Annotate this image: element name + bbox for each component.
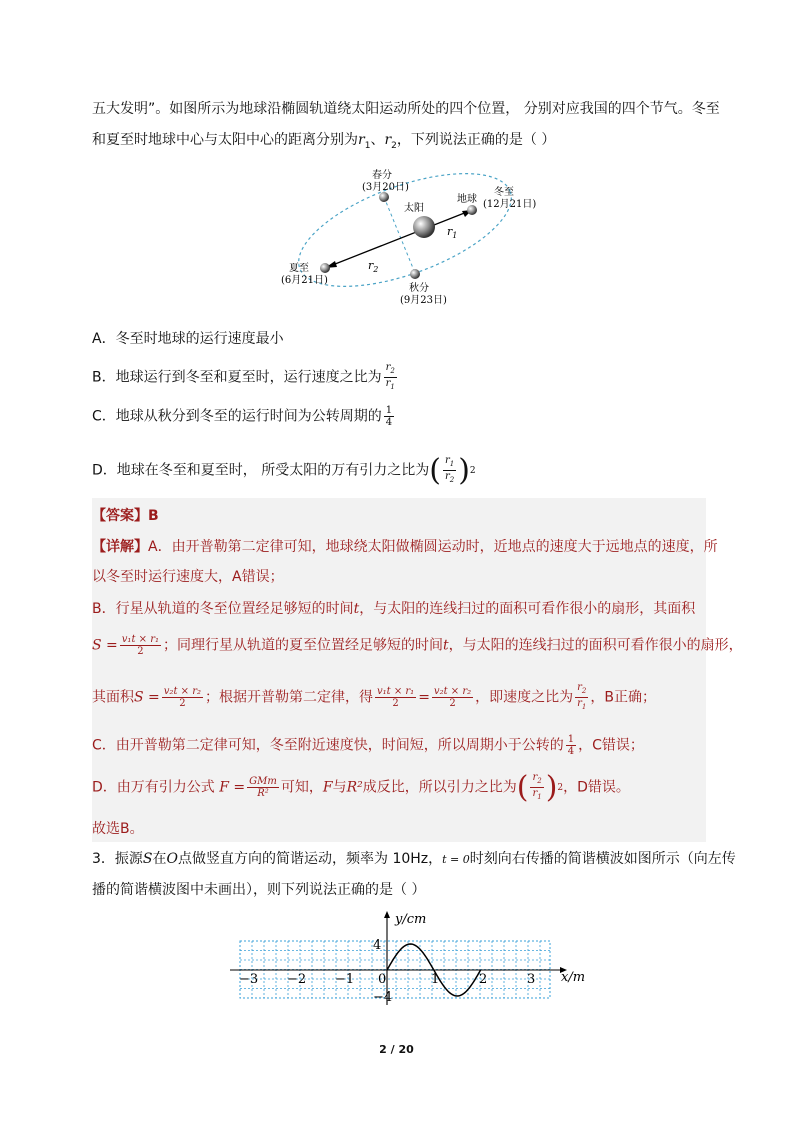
label-autumn-date: (9月23日) bbox=[400, 295, 447, 306]
x-tick-label: 2 bbox=[479, 972, 488, 987]
option-d[interactable]: D．地球在冬至和夏至时， 所受太阳的万有引力之比为 ( $\frac{r_1}{r_2}$ ) 2 bbox=[92, 452, 476, 488]
analysis-a-line-2: 以冬至时运行速度大，A错误； bbox=[92, 569, 284, 585]
y-tick-label: 4 bbox=[373, 938, 382, 953]
analysis-b-line-3: 其面积S = $\frac{\text{v₂t × r₂}}{2}$ ；根据开普勒第二定律，得 $\frac{\text{v₁t × r₁}}{2}$ = $\frac{\text{v₂t × r₂}}{2}$ ，即速度之比为 $\frac{r_2}{r_1}$ ，B正确； bbox=[92, 682, 656, 711]
earth-winter bbox=[467, 205, 477, 215]
y-axis-label: y/cm bbox=[395, 912, 427, 927]
earth-spring bbox=[379, 192, 389, 202]
fraction-quarter: $\frac{1}{4}$ bbox=[385, 405, 393, 428]
wave-chart bbox=[225, 910, 595, 1015]
analysis-b-line-1: B．行星从轨道的冬至位置经足够短的时间t，与太阳的连线扫过的面积可看作很小的扇形，其面积 bbox=[92, 601, 696, 617]
label-spring: 春分 bbox=[372, 170, 392, 181]
label-r2: $r_2$ bbox=[368, 259, 379, 274]
option-a[interactable]: A．冬至时地球的运行速度最小 bbox=[92, 331, 284, 347]
label-winter: 冬至 bbox=[494, 187, 514, 198]
x-tick-label: 3 bbox=[527, 972, 536, 987]
x-axis-label: x/m bbox=[561, 970, 586, 985]
page-number: 2 / 20 bbox=[379, 1043, 414, 1056]
orbit-diagram bbox=[280, 165, 540, 315]
label-summer-date: (6月21日) bbox=[281, 275, 328, 286]
x-tick-label: −3 bbox=[239, 972, 259, 987]
label-autumn: 秋分 bbox=[409, 283, 429, 294]
label-spring-date: (3月20日) bbox=[362, 182, 409, 193]
analysis-b-line-2: S = $\frac{\text{v₁t × r₁}}{2}$ ；同理行星从轨道的夏至位置经足够短的时间t，与太阳的连线扫过的面积可看作很小的扇形， bbox=[92, 634, 743, 657]
ratio-r1-r2-squared: ( $\frac{r_1}{r_2}$ ) 2 bbox=[429, 452, 476, 488]
x-tick-label: −1 bbox=[335, 972, 355, 987]
ratio-r2-r1: $\frac{r_2}{r_1}$ bbox=[385, 362, 395, 391]
q3-line-1: 3．振源S在O点做竖直方向的简谐运动，频率为 10Hz，t = 0时刻向右传播的简谐横波如图所示（向左传 bbox=[92, 851, 736, 867]
label-winter-date: (12月21日) bbox=[483, 199, 537, 210]
major-axis bbox=[325, 210, 472, 268]
answer-line: 【答案】B bbox=[92, 508, 159, 524]
option-b[interactable]: B．地球运行到冬至和夏至时，运行速度之比为 $\frac{r_2}{r_1}$ bbox=[92, 362, 395, 391]
intro-line-2: 和夏至时地球中心与太阳中心的距离分别为$r_1$、$r_2$，下列说法正确的是（ ） bbox=[92, 132, 556, 151]
sun bbox=[413, 216, 435, 238]
intro-line-1: 五大发明”。如图所示为地球沿椭圆轨道绕太阳运动所处的四个位置， 分别对应我国的四个节气。冬至 bbox=[92, 101, 720, 117]
x-tick-label: 1 bbox=[431, 972, 440, 987]
label-sun: 太阳 bbox=[404, 203, 424, 214]
earth-autumn bbox=[410, 269, 420, 279]
label-earth: 地球 bbox=[457, 194, 477, 205]
analysis-c-line: C．由开普勒第二定律可知，冬至附近速度快，时间短，所以周期小于公转的 $\frac{1}{4}$ ，C错误； bbox=[92, 734, 644, 757]
label-summer: 夏至 bbox=[289, 263, 309, 274]
q3-line-2: 播的简谐横波图中未画出），则下列说法正确的是（ ） bbox=[92, 882, 426, 898]
x-tick-label: −2 bbox=[287, 972, 307, 987]
analysis-a-line-1: 【详解】A．由开普勒第二定律可知，地球绕太阳做椭圆运动时，近地点的速度大于远地点的速度，所 bbox=[92, 539, 718, 555]
analysis-d-line: D．由万有引力公式 F = $\frac{\text{GMm}}{\text{R²}}$ 可知，F与R²成反比，所以引力之比为 ( $\frac{r_2}{r_1}$ ) 2 ，D错误。 bbox=[92, 769, 630, 805]
option-c[interactable]: C．地球从秋分到冬至的运行时间为公转周期的 $\frac{1}{4}$ bbox=[92, 405, 393, 428]
y-tick-label: −4 bbox=[373, 990, 393, 1005]
label-r1: $r_1$ bbox=[447, 225, 458, 240]
x-tick-label: 0 bbox=[378, 972, 387, 987]
conclusion: 故选B。 bbox=[92, 821, 144, 837]
earth-summer bbox=[320, 263, 330, 273]
wave-axes bbox=[230, 911, 585, 1005]
y-axis-arrow bbox=[384, 911, 390, 918]
